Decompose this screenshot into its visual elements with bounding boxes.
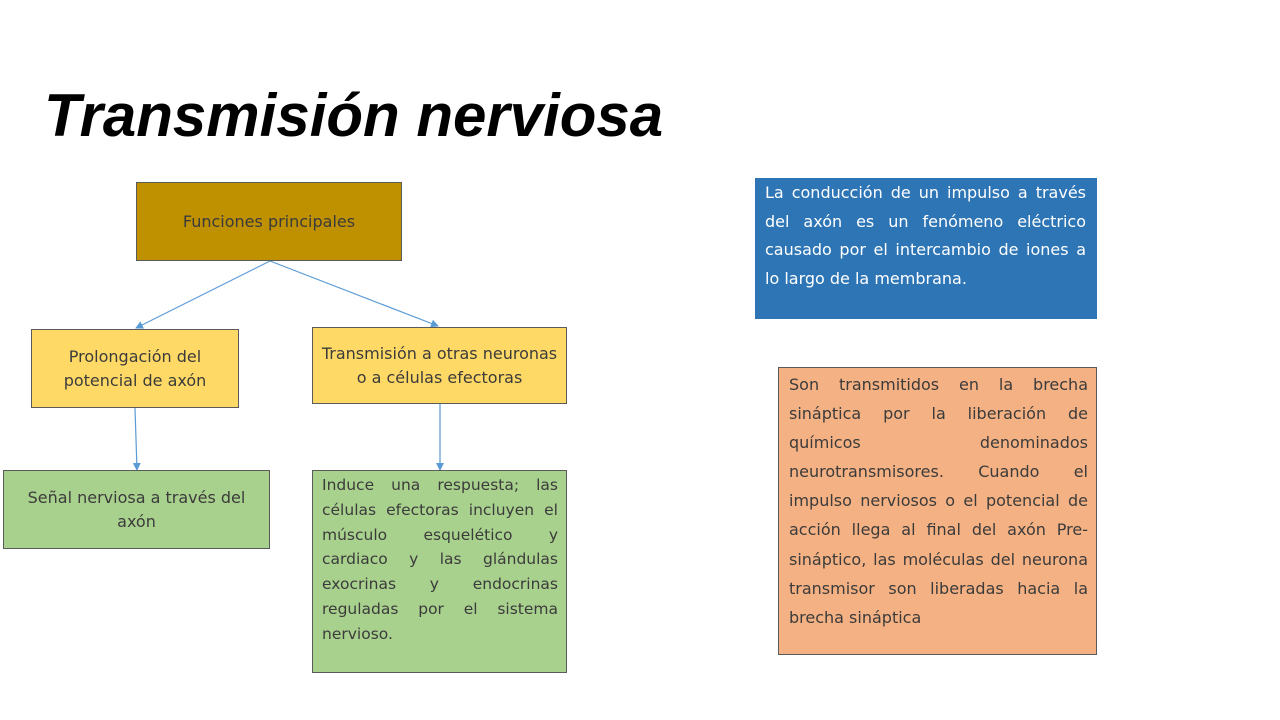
arrow-left-branch-to-leaf: [135, 408, 137, 470]
right-branch-label: Transmisión a otras neuronas o a células efectoras: [321, 343, 558, 387]
conduction-note-text: La conducción de un impulso a través del axón es un fenómeno eléctrico causado por el intercambio de iones a lo largo de la membrana.: [765, 183, 1086, 288]
arrow-root-to-right-branch: [270, 261, 438, 326]
root-node: [136, 182, 402, 261]
arrow-root-to-left-branch: [136, 261, 270, 328]
left-branch-label: Prolongación del potencial de axón: [63, 346, 207, 390]
right-branch-node: [312, 327, 567, 404]
left-branch-node: [31, 329, 239, 408]
right-leaf-label: Induce una respuesta; las células efectoras incluyen el músculo esquelético y cardiaco y las glándulas exocrinas y endocrinas reguladas por el sistema nervioso.: [322, 476, 558, 643]
left-leaf-label: Señal nerviosa a través del axón: [27, 487, 246, 531]
transmission-note: [778, 367, 1097, 655]
conduction-note: [755, 178, 1097, 319]
slide-title: Transmisión nerviosa: [44, 82, 664, 149]
transmission-note-text: Son transmitidos en la brecha sináptica por la liberación de químicos denominados neurotransmisores. Cuando el impulso nerviosos o el potencial de acción llega al final del axón Pre-sináptico, las moléculas del neurona transmisor son liberadas hacia la brecha sináptica: [789, 375, 1088, 627]
right-leaf-node: [312, 470, 567, 673]
left-leaf-node: [3, 470, 270, 549]
root-node-label: Funciones principales: [182, 211, 356, 231]
